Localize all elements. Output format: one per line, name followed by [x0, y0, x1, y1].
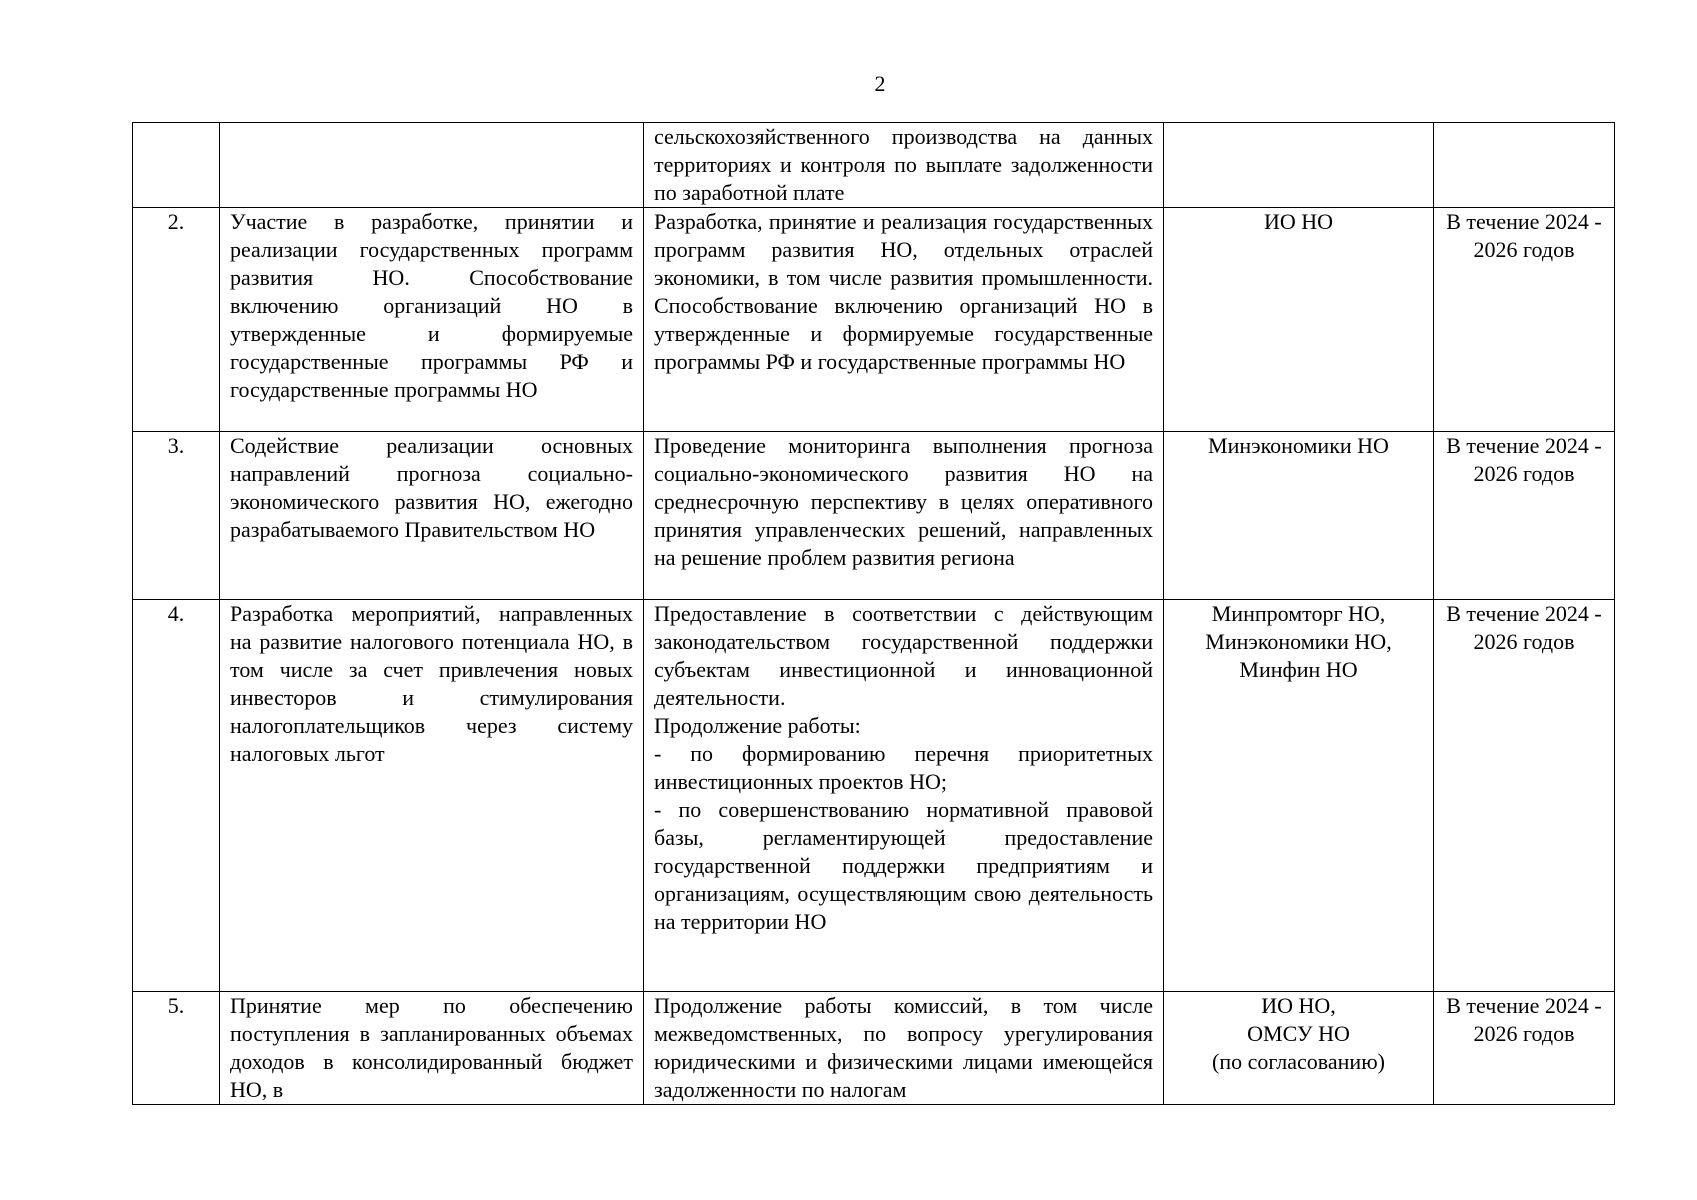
responsible-line: Минпромторг НО, [1211, 601, 1386, 626]
term-cell [1434, 123, 1615, 208]
table-row [133, 432, 1615, 600]
responsible-cell [1164, 208, 1434, 432]
responsible-line: ИО НО [1263, 209, 1334, 234]
responsible-line: Минфин НО [1239, 657, 1358, 682]
measure-description-cell: Проведение мониторинга выполнения прогноза социально-экономического развития НО на среднесрочную перспективу в целях оперативного принятия управленческих решений, направленных на решение проблем развития региона [644, 432, 1164, 600]
responsible-line: ОМСУ НО [1247, 1021, 1350, 1046]
measure-description-cell: Разработка, принятие и реализация государственных программ развития НО, отдельных отраслей экономики, в том числе развития промышленности. Способствование включению организаций НО в утвержденные и формируемые государственные программы РФ и государственные программы НО [644, 208, 1164, 432]
measures-table [132, 122, 1615, 1105]
row-number-cell: 5. [133, 992, 220, 1105]
measure-description-cell [644, 600, 1164, 992]
table-row [133, 123, 1615, 208]
table-row [133, 992, 1615, 1105]
measure-name-cell: Участие в разработке, принятии и реализации государственных программ развития НО. Способствование включению организаций НО в утвержденные и формируемые государственные программы РФ и государственные программы НО [220, 208, 644, 432]
row-number-cell: 2. [133, 208, 220, 432]
responsible-line: Минэкономики НО [1208, 433, 1389, 458]
responsible-line: Минэкономики НО, [1205, 629, 1392, 654]
description-paragraph: - по совершенствованию нормативной правовой базы, регламентирующей предоставление государственной поддержки предприятиям и организациям, осуществляющим свою деятельность на территории НО [654, 797, 1153, 934]
term-cell: В течение 2024 - 2026 годов [1434, 600, 1615, 992]
row-number-cell: 3. [133, 432, 220, 600]
responsible-cell [1164, 123, 1434, 208]
responsible-line: ИО НО, [1261, 993, 1336, 1018]
term-cell: В течение 2024 - 2026 годов [1434, 992, 1615, 1105]
measure-description-cell: сельскохозяйственного производства на данных территориях и контроля по выплате задолженности по заработной плате [644, 123, 1164, 208]
responsible-cell [1164, 432, 1434, 600]
measure-name-cell: Содействие реализации основных направлений прогноза социально-экономического развития НО, ежегодно разрабатываемого Правительством НО [220, 432, 644, 600]
description-paragraph: Предоставление в соответствии с действующим законодательством государственной поддержки субъектам инвестиционной и инновационной деятельности. [654, 601, 1153, 710]
row-number-cell: 4. [133, 600, 220, 992]
responsible-cell [1164, 992, 1434, 1105]
measure-name-cell: Разработка мероприятий, направленных на развитие налогового потенциала НО, в том числе за счет привлечения новых инвесторов и стимулирования налогоплательщиков через систему налоговых льгот [220, 600, 644, 992]
row-number-cell [133, 123, 220, 208]
measure-name-cell [220, 123, 644, 208]
description-paragraph: - по формированию перечня приоритетных инвестиционных проектов НО; [654, 741, 1153, 794]
responsible-cell [1164, 600, 1434, 992]
page-number: 2 [874, 71, 886, 96]
table-row [133, 600, 1615, 992]
table-row [133, 208, 1615, 432]
measure-description-cell: Продолжение работы комиссий, в том числе межведомственных, по вопросу урегулирования юридическими и физическими лицами имеющейся задолженности по налогам [644, 992, 1164, 1105]
term-cell: В течение 2024 - 2026 годов [1434, 432, 1615, 600]
responsible-line: (по согласованию) [1212, 1049, 1385, 1074]
term-cell: В течение 2024 - 2026 годов [1434, 208, 1615, 432]
measure-name-cell: Принятие мер по обеспечению поступления в запланированных объемах доходов в консолидированный бюджет НО, в [220, 992, 644, 1105]
description-paragraph: Продолжение работы: [654, 713, 861, 738]
